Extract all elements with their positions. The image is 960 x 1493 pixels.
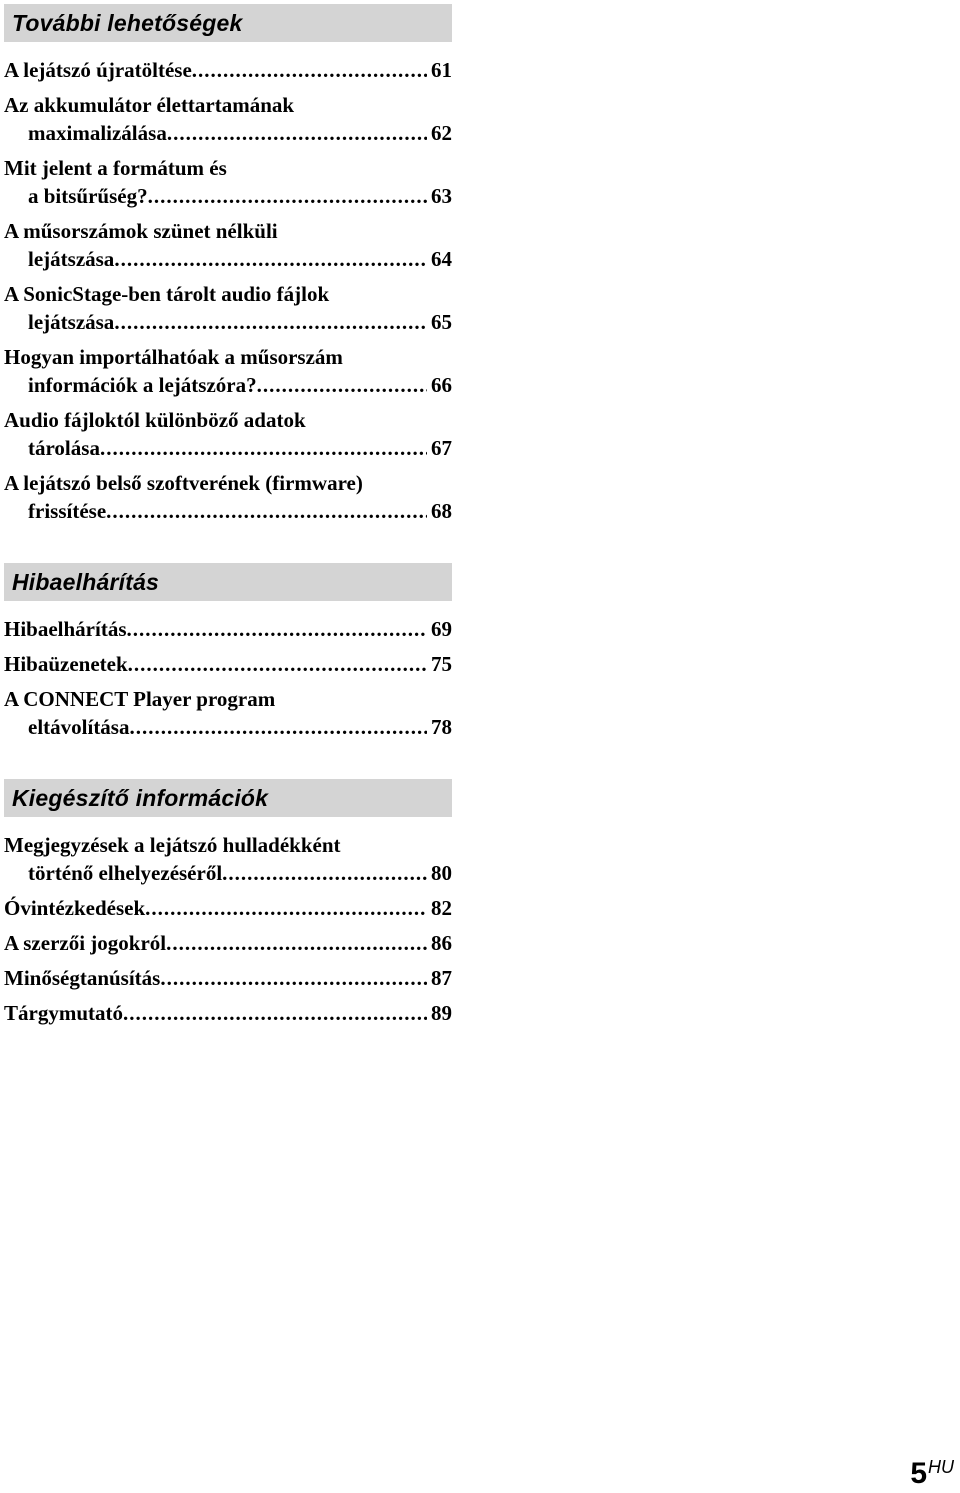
toc-entry-title-line: Az akkumulátor élettartamának [4, 93, 295, 117]
dot-leader [148, 182, 427, 210]
toc-entry-title: Hibaüzenetek [4, 652, 128, 676]
toc-entry[interactable] [4, 91, 452, 147]
toc-entry-title: maximalizálása [28, 121, 167, 145]
toc-entry-page: 86 [431, 931, 452, 955]
section-title: További lehetőségek [12, 9, 243, 36]
toc-entry-title-line: Mit jelent a formátum és [4, 156, 227, 180]
toc-entry-page: 65 [431, 310, 452, 334]
toc-entry-title: A lejátszó újratöltése [4, 58, 192, 82]
dot-leader [192, 56, 427, 84]
dot-leader [222, 859, 427, 887]
toc-entry-title: lejátszása [28, 247, 115, 271]
toc-entry[interactable] [4, 964, 452, 992]
toc-entry-title-line: A lejátszó belső szoftverének (firmware) [4, 471, 363, 495]
section-title: Kiegészítő információk [12, 784, 269, 811]
dot-leader [257, 371, 427, 399]
toc-entry-list [4, 615, 452, 741]
toc-entry-title-line: A CONNECT Player program [4, 687, 276, 711]
toc-entry-title-line: Megjegyzések a lejátszó hulladékként [4, 833, 341, 857]
toc-entry-page: 75 [431, 652, 452, 676]
toc-entry-title: Tárgymutató [4, 1001, 123, 1025]
page-number [910, 1457, 954, 1491]
dot-leader [106, 497, 427, 525]
toc-entry[interactable] [4, 929, 452, 957]
toc-entry-title-line: A műsorszámok szünet nélküli [4, 219, 278, 243]
dot-leader [123, 999, 427, 1027]
toc-entry[interactable] [4, 280, 452, 336]
toc-entry[interactable] [4, 685, 452, 741]
dot-leader [114, 308, 427, 336]
toc-entry[interactable] [4, 615, 452, 643]
page-language-code: HU [928, 1457, 954, 1477]
table-of-contents [4, 4, 452, 1027]
toc-entry-title-line: A SonicStage-ben tárolt audio fájlok [4, 282, 330, 306]
toc-entry-list [4, 56, 452, 525]
section-header [4, 4, 452, 42]
dot-leader [127, 615, 427, 643]
toc-entry-title: Hibaelhárítás [4, 617, 127, 641]
dot-leader [160, 964, 427, 992]
toc-entry-page: 66 [431, 373, 452, 397]
dot-leader [128, 650, 427, 678]
toc-entry-page: 62 [431, 121, 452, 145]
section-header [4, 779, 452, 817]
toc-entry[interactable] [4, 56, 452, 84]
dot-leader [114, 245, 427, 273]
toc-entry[interactable] [4, 154, 452, 210]
dot-leader [100, 434, 427, 462]
toc-entry-title: történő elhelyezéséről [28, 861, 223, 885]
toc-entry-title: információk a lejátszóra? [28, 373, 257, 397]
toc-entry[interactable] [4, 469, 452, 525]
dot-leader [145, 894, 427, 922]
toc-entry[interactable] [4, 894, 452, 922]
toc-entry-title: frissítése [28, 499, 107, 523]
toc-entry[interactable] [4, 999, 452, 1027]
toc-entry-list [4, 831, 452, 1027]
page-number-value: 5 [910, 1457, 927, 1490]
toc-entry-page: 63 [431, 184, 452, 208]
toc-entry-title: Minőségtanúsítás [4, 966, 161, 990]
toc-entry-title: a bitsűrűség? [28, 184, 148, 208]
section-header [4, 563, 452, 601]
toc-entry-page: 80 [431, 861, 452, 885]
toc-entry-title-line: Audio fájloktól különböző adatok [4, 408, 306, 432]
dot-leader [166, 929, 427, 957]
toc-entry-title: tárolása [28, 436, 100, 460]
toc-entry[interactable] [4, 406, 452, 462]
toc-entry-page: 87 [431, 966, 452, 990]
dot-leader [167, 119, 427, 147]
toc-entry-page: 78 [431, 715, 452, 739]
toc-entry-page: 67 [431, 436, 452, 460]
section-title: Hibaelhárítás [12, 568, 160, 595]
toc-entry-page: 82 [431, 896, 452, 920]
toc-entry-page: 89 [431, 1001, 452, 1025]
toc-entry[interactable] [4, 650, 452, 678]
toc-entry[interactable] [4, 831, 452, 887]
toc-entry-title: Óvintézkedések [4, 896, 146, 920]
dot-leader [129, 713, 427, 741]
toc-entry-title-line: Hogyan importálhatóak a műsorszám [4, 345, 343, 369]
toc-entry-page: 64 [431, 247, 452, 271]
toc-entry-title: lejátszása [28, 310, 115, 334]
toc-entry-title: A szerzői jogokról [4, 931, 167, 955]
toc-entry-page: 68 [431, 499, 452, 523]
toc-entry-page: 69 [431, 617, 452, 641]
toc-entry[interactable] [4, 343, 452, 399]
toc-entry-title: eltávolítása [28, 715, 130, 739]
toc-entry[interactable] [4, 217, 452, 273]
toc-entry-page: 61 [431, 58, 452, 82]
